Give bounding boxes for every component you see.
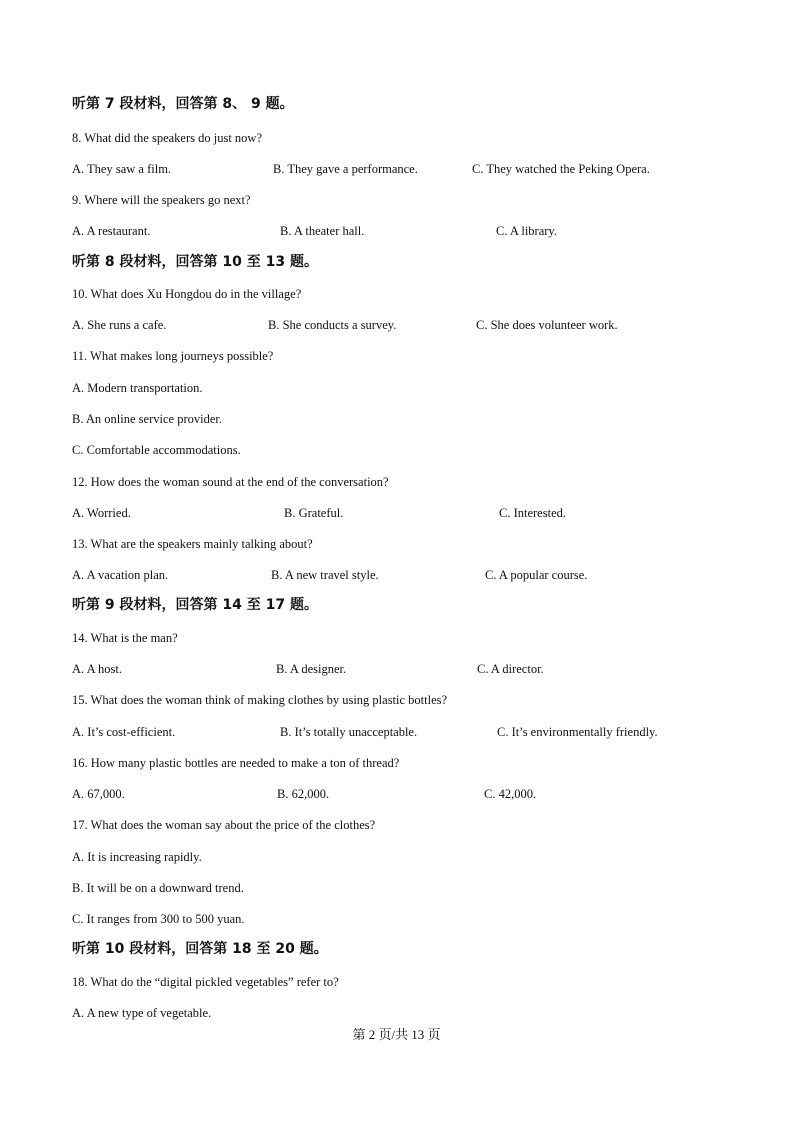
question-10: 10. What does Xu Hongdou do in the village? bbox=[72, 287, 302, 301]
q10-option-b: B. She conducts a survey. bbox=[268, 318, 397, 332]
q12-option-a: A. Worried. bbox=[72, 506, 131, 520]
section-10-heading: 听第 10 段材料，回答第 18 至 20 题。 bbox=[72, 941, 328, 957]
question-15: 15. What does the woman think of making clothes by using plastic bottles? bbox=[72, 693, 448, 707]
q10-option-a: A. She runs a cafe. bbox=[72, 318, 167, 332]
q9-option-c: C. A library. bbox=[496, 224, 557, 238]
q16-option-b: B. 62,000. bbox=[277, 787, 330, 801]
q13-option-b: B. A new travel style. bbox=[271, 568, 379, 582]
q17-option-b: B. It will be on a downward trend. bbox=[72, 881, 244, 895]
section-8-heading: 听第 8 段材料，回答第 10 至 13 题。 bbox=[72, 254, 318, 270]
section-7-heading: 听第 7 段材料，回答第 8、 9 题。 bbox=[72, 96, 294, 112]
q13-option-c: C. A popular course. bbox=[485, 568, 588, 582]
question-11: 11. What makes long journeys possible? bbox=[72, 349, 274, 363]
q10-option-c: C. She does volunteer work. bbox=[476, 318, 618, 332]
question-17: 17. What does the woman say about the price of the clothes? bbox=[72, 818, 376, 832]
q14-option-b: B. A designer. bbox=[276, 662, 347, 676]
q13-option-a: A. A vacation plan. bbox=[72, 568, 169, 582]
q12-option-c: C. Interested. bbox=[499, 506, 566, 520]
question-8: 8. What did the speakers do just now? bbox=[72, 131, 263, 145]
q8-option-a: A. They saw a film. bbox=[72, 162, 172, 176]
q8-option-b: B. They gave a performance. bbox=[273, 162, 418, 176]
q11-option-a: A. Modern transportation. bbox=[72, 381, 203, 395]
q15-option-b: B. It’s totally unacceptable. bbox=[280, 725, 418, 739]
q16-option-a: A. 67,000. bbox=[72, 787, 125, 801]
q11-option-b: B. An online service provider. bbox=[72, 412, 222, 426]
question-12: 12. How does the woman sound at the end of the conversation? bbox=[72, 475, 389, 489]
q9-option-b: B. A theater hall. bbox=[280, 224, 365, 238]
q8-option-c: C. They watched the Peking Opera. bbox=[472, 162, 650, 176]
question-13: 13. What are the speakers mainly talking about? bbox=[72, 537, 313, 551]
q9-option-a: A. A restaurant. bbox=[72, 224, 151, 238]
q14-option-a: A. A host. bbox=[72, 662, 123, 676]
q12-option-b: B. Grateful. bbox=[284, 506, 344, 520]
q15-option-a: A. It’s cost-efficient. bbox=[72, 725, 176, 739]
q14-option-c: C. A director. bbox=[477, 662, 544, 676]
q17-option-c: C. It ranges from 300 to 500 yuan. bbox=[72, 912, 245, 926]
q15-option-c: C. It’s environmentally friendly. bbox=[497, 725, 658, 739]
question-18: 18. What do the “digital pickled vegetables” refer to? bbox=[72, 975, 339, 989]
q16-option-c: C. 42,000. bbox=[484, 787, 537, 801]
page-number-footer: 第 2 页/共 13 页 bbox=[352, 1027, 441, 1042]
q11-option-c: C. Comfortable accommodations. bbox=[72, 443, 241, 457]
q18-option-a: A. A new type of vegetable. bbox=[72, 1006, 212, 1020]
question-16: 16. How many plastic bottles are needed to make a ton of thread? bbox=[72, 756, 400, 770]
question-14: 14. What is the man? bbox=[72, 631, 178, 645]
question-9: 9. Where will the speakers go next? bbox=[72, 193, 251, 207]
q17-option-a: A. It is increasing rapidly. bbox=[72, 850, 202, 864]
section-9-heading: 听第 9 段材料，回答第 14 至 17 题。 bbox=[72, 597, 318, 613]
